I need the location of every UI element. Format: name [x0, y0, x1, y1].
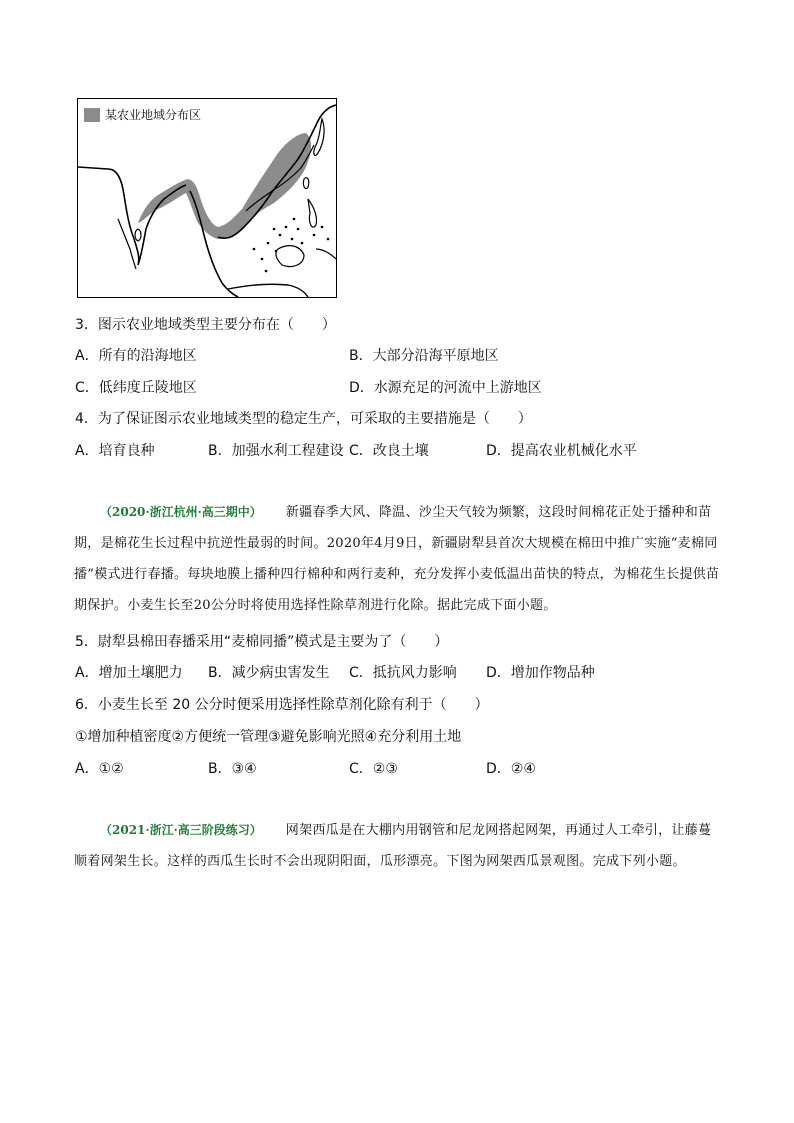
legend-label: 某农业地域分布区	[105, 108, 202, 122]
q3-stem: 3．图示农业地域类型主要分布在（ ）	[75, 317, 336, 333]
passage-2	[74, 815, 724, 877]
distribution-area	[138, 133, 311, 239]
borneo	[276, 246, 304, 267]
q5-option-c: C．抵抗风力影响	[349, 665, 457, 681]
philippines	[308, 199, 317, 227]
passage-2-source: （2021·浙江·高三阶段练习）	[100, 823, 262, 837]
q6-option-d: D．②④	[486, 761, 536, 777]
legend-swatch	[84, 108, 100, 122]
q3-option-c: C．低纬度丘陵地区	[75, 380, 197, 396]
asia-map	[78, 99, 336, 297]
island-dots	[253, 218, 330, 273]
q4-option-a: A．培育良种	[75, 443, 155, 459]
q4-option-d: D．提高农业机械化水平	[486, 443, 637, 459]
q5-option-a: A．增加土壤肥力	[75, 665, 183, 681]
passage-1-text: 新疆春季大风、降温、沙尘天气较为频繁，这段时间棉花正处于播种和苗期，是棉花生长过程中抗逆性最弱的时间。2020年4月9日，新疆尉犁县首次大规模在棉田中推广实施“麦棉同播”模式进行春播。每块地膜上播种四行棉种和两行麦种，充分发挥小麦低温出苗快的特点，为棉花生长提供苗期保护。小麦生长至20公分时将使用选择性除草剂进行化除。据此完成下面小题。	[74, 505, 720, 613]
coastline-west	[78, 167, 186, 265]
passage-1	[74, 497, 724, 621]
japan	[314, 119, 324, 155]
q6-stem: 6．小麦生长至 20 公分时便采用选择性除草剂化除有利于（ ）	[75, 697, 489, 713]
islands-south	[228, 284, 308, 297]
q3-option-b: B．大部分沿海平原地区	[349, 348, 499, 364]
q6-option-a: A．①②	[75, 761, 124, 777]
passage-1-source: （2020·浙江杭州·高三期中）	[100, 505, 262, 519]
taiwan	[303, 178, 308, 189]
new-guinea	[316, 249, 336, 259]
coastline-india	[118, 219, 136, 269]
q6-option-c: C．②③	[349, 761, 398, 777]
sri-lanka	[135, 229, 141, 241]
q3-option-d: D．水源充足的河流中上游地区	[349, 380, 542, 396]
q5-option-b: B．减少病虫害发生	[208, 665, 330, 681]
q5-option-d: D．增加作物品种	[486, 665, 595, 681]
q6-option-b: B．③④	[208, 761, 257, 777]
map-figure	[77, 98, 337, 298]
q4-stem: 4．为了保证图示农业地域类型的稳定生产，可采取的主要措施是（ ）	[75, 411, 532, 427]
map-legend	[84, 106, 201, 123]
passage-2-text: 网架西瓜是在大棚内用钢管和尼龙网搭起网架，再通过人工牵引，让藤蔓顺着网架生长。这样的西瓜生长时不会出现阴阳面，瓜形漂亮。下图为网架西瓜景观图。完成下列小题。	[74, 823, 712, 869]
q5-stem: 5．尉犁县棉田春播采用“麦棉同播”模式是主要为了（ ）	[75, 634, 449, 650]
q3-option-a: A．所有的沿海地区	[75, 348, 197, 364]
q4-option-c: C．改良土壤	[349, 443, 429, 459]
q6-items: ①增加种植密度②方便统一管理③避免影响光照④充分利用土地	[75, 729, 462, 745]
q4-option-b: B．加强水利工程建设	[208, 443, 344, 459]
